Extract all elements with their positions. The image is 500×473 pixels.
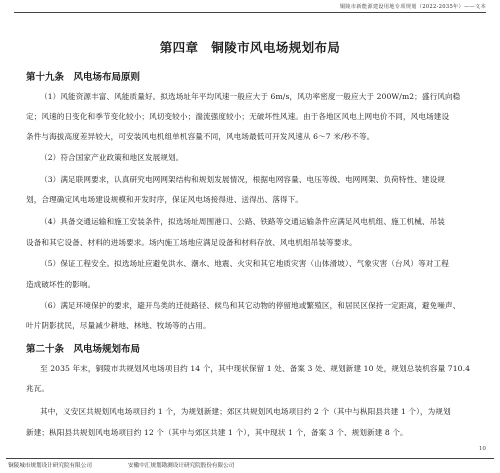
paragraph-line: 划，合理确定风电场建设规模和开发时序，保证风电场接得进、送得出、落得下。 (26, 195, 303, 204)
paragraph-line: 设备和其它设备、材料的进场要求。场内施工场地应满足设备和材料存放、风电机组吊装等要求。 (26, 238, 357, 247)
footer-right-org: 安徽中汇规划勘测设计研究院股份有限公司 (128, 463, 235, 469)
paragraph-line: 造成破坏性的影响。 (26, 280, 96, 289)
paragraph-line: （1）风能资源丰富、风能质量好。拟选场址年平均风速一般应大于 6m/s，风功率密度一般应大于 200W/m2；盛行风向稳 (40, 92, 461, 101)
paragraph-line: （6）满足环境保护的要求，避开鸟类的迁徙路径、候鸟和其它动物的停留地或繁殖区，和居民区保持一定距离，避免噪声、 (40, 301, 461, 310)
paragraph-line: （4）具备交通运输和施工安装条件，拟选场址周围港口、公路、铁路等交通运输条件应满足风电机组、施工机械、吊装 (40, 217, 445, 226)
paragraph-line: 新建；枞阳县共规划风电场项目约 12 个（其中与郊区共建 1 个），其中现状 1 个，备案 3 个、规划新建 8 个。 (26, 428, 408, 437)
paragraph-line: 兆瓦。 (26, 384, 50, 393)
header-rule (14, 12, 486, 13)
footer-left-org: 铜陵城市规划设计研究院有限公司 (8, 463, 92, 469)
paragraph-line: 条件与海拔高度差异较大，可安装风电机组单机容量不同，风电场最低可开发风速从 6～7 米/秒不等。 (26, 132, 375, 141)
paragraph-line: 定；风速的日变化和季节变化较小；风切变较小；湍流强度较小；无破坏性风速。由于各地区风电上网电价不同，风电场建设 (26, 112, 450, 121)
running-header: 铜陵市新能源建设用地专项规划（2022-2035年）——文本 (339, 4, 486, 10)
paragraph-line: 其中，义安区共规划风电场项目约 1 个，为规划新建；郊区共规划风电场项目约 2 个（其中与枞阳县共建 1 个），为规划 (40, 407, 451, 416)
paragraph-line: （2）符合国家产业政策和地区发展规划。 (40, 153, 184, 162)
chapter-title: 第四章 铜陵市风电场规划布局 (159, 40, 341, 55)
section-title-19: 第十九条 风电场布局原则 (26, 72, 141, 83)
paragraph-line: （5）保证工程安全。拟选场址应避免洪水、潮水、地震、火灾和其它地质灾害（山体滑坡）、气象灾害（台风）等对工程 (40, 259, 449, 268)
paragraph-line: （3）满足联网要求，认真研究电网网架结构和规划发展情况，根据电网容量、电压等级、电网网架、负荷特性、建设规 (40, 175, 445, 184)
paragraph-line: 至 2035 年末，铜陵市共规划风电场项目约 14 个，其中现状保留 1 处、备案 3 处、规划新建 10 处，规划总装机容量 710.4 (40, 364, 471, 373)
section-title-20: 第二十条 风电场规划布局 (26, 344, 141, 355)
footer-rule (6, 458, 494, 459)
page-number: 10 (478, 446, 486, 452)
paragraph-line: 叶片阴影扰民，尽量减少耕地、林地、牧场等的占用。 (26, 321, 211, 330)
